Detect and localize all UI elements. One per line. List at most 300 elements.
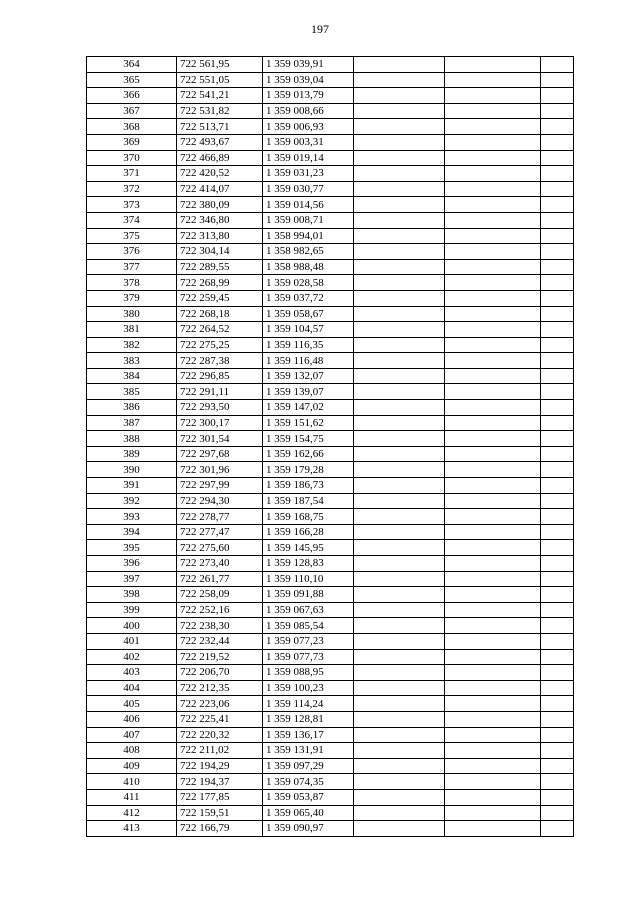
point-number-cell: 406 — [87, 711, 177, 727]
point-number-cell: 403 — [87, 665, 177, 681]
empty-cell — [541, 368, 574, 384]
x-coordinate-cell: 722 177,85 — [177, 789, 263, 805]
empty-cell — [541, 134, 574, 150]
empty-cell — [354, 353, 445, 369]
empty-cell — [354, 259, 445, 275]
empty-cell — [541, 431, 574, 447]
table-row — [87, 727, 574, 743]
page-number: 197 — [311, 22, 329, 36]
y-coordinate-cell: 1 358 994,01 — [263, 228, 354, 244]
empty-cell — [445, 493, 541, 509]
empty-cell — [445, 368, 541, 384]
empty-cell — [445, 633, 541, 649]
y-coordinate-cell: 1 359 132,07 — [263, 368, 354, 384]
empty-cell — [445, 478, 541, 494]
empty-cell — [354, 587, 445, 603]
x-coordinate-cell: 722 264,52 — [177, 322, 263, 338]
x-coordinate-cell: 722 275,60 — [177, 540, 263, 556]
empty-cell — [541, 88, 574, 104]
y-coordinate-cell: 1 359 166,28 — [263, 524, 354, 540]
table-row — [87, 571, 574, 587]
y-coordinate-cell: 1 359 187,54 — [263, 493, 354, 509]
y-coordinate-cell: 1 359 030,77 — [263, 181, 354, 197]
empty-cell — [354, 758, 445, 774]
point-number-cell: 410 — [87, 774, 177, 790]
point-number-cell: 413 — [87, 821, 177, 837]
table-row — [87, 134, 574, 150]
empty-cell — [541, 571, 574, 587]
point-number-cell: 378 — [87, 275, 177, 291]
empty-cell — [354, 134, 445, 150]
table-row — [87, 789, 574, 805]
empty-cell — [354, 306, 445, 322]
x-coordinate-cell: 722 289,55 — [177, 259, 263, 275]
x-coordinate-cell: 722 259,45 — [177, 290, 263, 306]
y-coordinate-cell: 1 359 028,58 — [263, 275, 354, 291]
y-coordinate-cell: 1 359 037,72 — [263, 290, 354, 306]
empty-cell — [354, 789, 445, 805]
table-row — [87, 119, 574, 135]
x-coordinate-cell: 722 301,96 — [177, 462, 263, 478]
x-coordinate-cell: 722 513,71 — [177, 119, 263, 135]
empty-cell — [354, 244, 445, 260]
x-coordinate-cell: 722 380,09 — [177, 197, 263, 213]
y-coordinate-cell: 1 359 077,23 — [263, 633, 354, 649]
empty-cell — [541, 743, 574, 759]
empty-cell — [445, 602, 541, 618]
point-number-cell: 382 — [87, 337, 177, 353]
point-number-cell: 395 — [87, 540, 177, 556]
empty-cell — [445, 244, 541, 260]
table-row — [87, 150, 574, 166]
empty-cell — [541, 337, 574, 353]
empty-cell — [354, 384, 445, 400]
table-row — [87, 602, 574, 618]
y-coordinate-cell: 1 359 104,57 — [263, 322, 354, 338]
table-row — [87, 259, 574, 275]
table-row — [87, 805, 574, 821]
empty-cell — [541, 524, 574, 540]
table-row — [87, 665, 574, 681]
empty-cell — [541, 244, 574, 260]
empty-cell — [445, 509, 541, 525]
y-coordinate-cell: 1 359 128,83 — [263, 556, 354, 572]
x-coordinate-cell: 722 300,17 — [177, 415, 263, 431]
y-coordinate-cell: 1 358 982,65 — [263, 244, 354, 260]
empty-cell — [354, 696, 445, 712]
point-number-cell: 390 — [87, 462, 177, 478]
y-coordinate-cell: 1 359 116,48 — [263, 353, 354, 369]
y-coordinate-cell: 1 359 179,28 — [263, 462, 354, 478]
empty-cell — [354, 571, 445, 587]
table-row — [87, 493, 574, 509]
table-row — [87, 446, 574, 462]
empty-cell — [354, 150, 445, 166]
empty-cell — [354, 556, 445, 572]
table-row — [87, 322, 574, 338]
empty-cell — [445, 72, 541, 88]
empty-cell — [445, 665, 541, 681]
y-coordinate-cell: 1 359 065,40 — [263, 805, 354, 821]
table-row — [87, 181, 574, 197]
point-number-cell: 367 — [87, 103, 177, 119]
point-number-cell: 402 — [87, 649, 177, 665]
table-row — [87, 166, 574, 182]
table-row — [87, 228, 574, 244]
empty-cell — [445, 212, 541, 228]
x-coordinate-cell: 722 252,16 — [177, 602, 263, 618]
x-coordinate-cell: 722 278,77 — [177, 509, 263, 525]
empty-cell — [354, 509, 445, 525]
y-coordinate-cell: 1 359 088,95 — [263, 665, 354, 681]
empty-cell — [445, 88, 541, 104]
empty-cell — [445, 259, 541, 275]
empty-cell — [541, 150, 574, 166]
x-coordinate-cell: 722 275,25 — [177, 337, 263, 353]
point-number-cell: 399 — [87, 602, 177, 618]
empty-cell — [445, 384, 541, 400]
y-coordinate-cell: 1 359 097,29 — [263, 758, 354, 774]
table-row — [87, 306, 574, 322]
empty-cell — [354, 618, 445, 634]
y-coordinate-cell: 1 359 013,79 — [263, 88, 354, 104]
empty-cell — [541, 774, 574, 790]
empty-cell — [541, 478, 574, 494]
empty-cell — [354, 228, 445, 244]
x-coordinate-cell: 722 414,07 — [177, 181, 263, 197]
empty-cell — [541, 197, 574, 213]
y-coordinate-cell: 1 359 128,81 — [263, 711, 354, 727]
y-coordinate-cell: 1 359 110,10 — [263, 571, 354, 587]
x-coordinate-cell: 722 277,47 — [177, 524, 263, 540]
empty-cell — [541, 711, 574, 727]
empty-cell — [445, 119, 541, 135]
point-number-cell: 377 — [87, 259, 177, 275]
empty-cell — [445, 805, 541, 821]
table-row — [87, 774, 574, 790]
x-coordinate-cell: 722 268,18 — [177, 306, 263, 322]
table-row — [87, 400, 574, 416]
table-row — [87, 368, 574, 384]
y-coordinate-cell: 1 358 988,48 — [263, 259, 354, 275]
empty-cell — [354, 727, 445, 743]
table-row — [87, 415, 574, 431]
empty-cell — [445, 228, 541, 244]
point-number-cell: 407 — [87, 727, 177, 743]
x-coordinate-cell: 722 166,79 — [177, 821, 263, 837]
empty-cell — [445, 789, 541, 805]
empty-cell — [541, 290, 574, 306]
empty-cell — [541, 353, 574, 369]
x-coordinate-cell: 722 531,82 — [177, 103, 263, 119]
y-coordinate-cell: 1 359 154,75 — [263, 431, 354, 447]
x-coordinate-cell: 722 313,80 — [177, 228, 263, 244]
y-coordinate-cell: 1 359 019,14 — [263, 150, 354, 166]
empty-cell — [541, 72, 574, 88]
empty-cell — [354, 415, 445, 431]
y-coordinate-cell: 1 359 136,17 — [263, 727, 354, 743]
empty-cell — [445, 415, 541, 431]
point-number-cell: 393 — [87, 509, 177, 525]
empty-cell — [445, 743, 541, 759]
empty-cell — [445, 103, 541, 119]
empty-cell — [445, 166, 541, 182]
table-row — [87, 649, 574, 665]
y-coordinate-cell: 1 359 058,67 — [263, 306, 354, 322]
table-row — [87, 72, 574, 88]
empty-cell — [445, 400, 541, 416]
table-row — [87, 758, 574, 774]
point-number-cell: 401 — [87, 633, 177, 649]
table-row — [87, 633, 574, 649]
table-row — [87, 57, 574, 73]
x-coordinate-cell: 722 194,29 — [177, 758, 263, 774]
point-number-cell: 392 — [87, 493, 177, 509]
y-coordinate-cell: 1 359 114,24 — [263, 696, 354, 712]
empty-cell — [541, 493, 574, 509]
empty-cell — [541, 166, 574, 182]
point-number-cell: 397 — [87, 571, 177, 587]
empty-cell — [445, 556, 541, 572]
point-number-cell: 369 — [87, 134, 177, 150]
empty-cell — [354, 602, 445, 618]
x-coordinate-cell: 722 225,41 — [177, 711, 263, 727]
table-row — [87, 197, 574, 213]
point-number-cell: 384 — [87, 368, 177, 384]
x-coordinate-cell: 722 541,21 — [177, 88, 263, 104]
empty-cell — [445, 337, 541, 353]
x-coordinate-cell: 722 346,80 — [177, 212, 263, 228]
coordinates-table-body — [87, 57, 574, 837]
empty-cell — [445, 57, 541, 73]
empty-cell — [541, 758, 574, 774]
empty-cell — [445, 431, 541, 447]
empty-cell — [354, 431, 445, 447]
x-coordinate-cell: 722 551,05 — [177, 72, 263, 88]
empty-cell — [354, 88, 445, 104]
point-number-cell: 379 — [87, 290, 177, 306]
y-coordinate-cell: 1 359 014,56 — [263, 197, 354, 213]
empty-cell — [541, 556, 574, 572]
point-number-cell: 394 — [87, 524, 177, 540]
empty-cell — [354, 72, 445, 88]
x-coordinate-cell: 722 293,50 — [177, 400, 263, 416]
table-row — [87, 540, 574, 556]
x-coordinate-cell: 722 420,52 — [177, 166, 263, 182]
empty-cell — [354, 711, 445, 727]
point-number-cell: 391 — [87, 478, 177, 494]
point-number-cell: 365 — [87, 72, 177, 88]
point-number-cell: 405 — [87, 696, 177, 712]
point-number-cell: 376 — [87, 244, 177, 260]
empty-cell — [541, 602, 574, 618]
point-number-cell: 411 — [87, 789, 177, 805]
x-coordinate-cell: 722 261,77 — [177, 571, 263, 587]
empty-cell — [541, 633, 574, 649]
empty-cell — [354, 322, 445, 338]
empty-cell — [541, 727, 574, 743]
y-coordinate-cell: 1 359 008,66 — [263, 103, 354, 119]
point-number-cell: 386 — [87, 400, 177, 416]
empty-cell — [541, 103, 574, 119]
empty-cell — [445, 322, 541, 338]
point-number-cell: 398 — [87, 587, 177, 603]
empty-cell — [445, 696, 541, 712]
empty-cell — [541, 587, 574, 603]
empty-cell — [541, 665, 574, 681]
empty-cell — [354, 337, 445, 353]
empty-cell — [541, 212, 574, 228]
table-row — [87, 212, 574, 228]
point-number-cell: 409 — [87, 758, 177, 774]
empty-cell — [354, 633, 445, 649]
x-coordinate-cell: 722 232,44 — [177, 633, 263, 649]
y-coordinate-cell: 1 359 151,62 — [263, 415, 354, 431]
table-row — [87, 478, 574, 494]
point-number-cell: 408 — [87, 743, 177, 759]
x-coordinate-cell: 722 304,14 — [177, 244, 263, 260]
point-number-cell: 404 — [87, 680, 177, 696]
empty-cell — [445, 275, 541, 291]
empty-cell — [541, 384, 574, 400]
empty-cell — [445, 462, 541, 478]
empty-cell — [445, 290, 541, 306]
y-coordinate-cell: 1 359 100,23 — [263, 680, 354, 696]
x-coordinate-cell: 722 301,54 — [177, 431, 263, 447]
x-coordinate-cell: 722 287,38 — [177, 353, 263, 369]
y-coordinate-cell: 1 359 162,66 — [263, 446, 354, 462]
empty-cell — [541, 649, 574, 665]
empty-cell — [354, 166, 445, 182]
y-coordinate-cell: 1 359 090,97 — [263, 821, 354, 837]
y-coordinate-cell: 1 359 077,73 — [263, 649, 354, 665]
empty-cell — [541, 322, 574, 338]
point-number-cell: 389 — [87, 446, 177, 462]
x-coordinate-cell: 722 206,70 — [177, 665, 263, 681]
empty-cell — [354, 212, 445, 228]
table-row — [87, 462, 574, 478]
point-number-cell: 372 — [87, 181, 177, 197]
coordinates-table — [86, 56, 574, 837]
y-coordinate-cell: 1 359 074,35 — [263, 774, 354, 790]
table-row — [87, 103, 574, 119]
empty-cell — [541, 119, 574, 135]
empty-cell — [354, 805, 445, 821]
x-coordinate-cell: 722 296,85 — [177, 368, 263, 384]
empty-cell — [541, 181, 574, 197]
y-coordinate-cell: 1 359 039,04 — [263, 72, 354, 88]
x-coordinate-cell: 722 291,11 — [177, 384, 263, 400]
empty-cell — [354, 524, 445, 540]
empty-cell — [445, 197, 541, 213]
empty-cell — [354, 680, 445, 696]
table-row — [87, 337, 574, 353]
point-number-cell: 381 — [87, 322, 177, 338]
point-number-cell: 364 — [87, 57, 177, 73]
empty-cell — [445, 150, 541, 166]
empty-cell — [354, 743, 445, 759]
empty-cell — [445, 649, 541, 665]
empty-cell — [541, 462, 574, 478]
empty-cell — [445, 181, 541, 197]
empty-cell — [541, 57, 574, 73]
empty-cell — [541, 509, 574, 525]
empty-cell — [541, 680, 574, 696]
point-number-cell: 388 — [87, 431, 177, 447]
y-coordinate-cell: 1 359 186,73 — [263, 478, 354, 494]
empty-cell — [541, 446, 574, 462]
point-number-cell: 370 — [87, 150, 177, 166]
x-coordinate-cell: 722 273,40 — [177, 556, 263, 572]
point-number-cell: 383 — [87, 353, 177, 369]
point-number-cell: 385 — [87, 384, 177, 400]
empty-cell — [445, 134, 541, 150]
point-number-cell: 366 — [87, 88, 177, 104]
table-row — [87, 556, 574, 572]
empty-cell — [541, 805, 574, 821]
empty-cell — [541, 696, 574, 712]
point-number-cell: 368 — [87, 119, 177, 135]
y-coordinate-cell: 1 359 085,54 — [263, 618, 354, 634]
table-row — [87, 509, 574, 525]
point-number-cell: 371 — [87, 166, 177, 182]
table-row — [87, 618, 574, 634]
empty-cell — [354, 821, 445, 837]
table-row — [87, 384, 574, 400]
table-row — [87, 290, 574, 306]
empty-cell — [541, 228, 574, 244]
y-coordinate-cell: 1 359 003,31 — [263, 134, 354, 150]
point-number-cell: 400 — [87, 618, 177, 634]
x-coordinate-cell: 722 493,67 — [177, 134, 263, 150]
point-number-cell: 396 — [87, 556, 177, 572]
empty-cell — [541, 821, 574, 837]
point-number-cell: 387 — [87, 415, 177, 431]
empty-cell — [541, 789, 574, 805]
x-coordinate-cell: 722 466,89 — [177, 150, 263, 166]
empty-cell — [445, 587, 541, 603]
empty-cell — [354, 665, 445, 681]
empty-cell — [354, 462, 445, 478]
empty-cell — [445, 446, 541, 462]
point-number-cell: 380 — [87, 306, 177, 322]
empty-cell — [445, 353, 541, 369]
empty-cell — [354, 290, 445, 306]
empty-cell — [541, 306, 574, 322]
table-row — [87, 587, 574, 603]
table-row — [87, 680, 574, 696]
point-number-cell: 374 — [87, 212, 177, 228]
y-coordinate-cell: 1 359 039,91 — [263, 57, 354, 73]
empty-cell — [354, 119, 445, 135]
x-coordinate-cell: 722 223,06 — [177, 696, 263, 712]
x-coordinate-cell: 722 220,32 — [177, 727, 263, 743]
y-coordinate-cell: 1 359 091,88 — [263, 587, 354, 603]
table-row — [87, 244, 574, 260]
empty-cell — [541, 275, 574, 291]
y-coordinate-cell: 1 359 031,23 — [263, 166, 354, 182]
table-row — [87, 88, 574, 104]
empty-cell — [445, 524, 541, 540]
y-coordinate-cell: 1 359 006,93 — [263, 119, 354, 135]
y-coordinate-cell: 1 359 131,91 — [263, 743, 354, 759]
table-row — [87, 743, 574, 759]
empty-cell — [354, 181, 445, 197]
x-coordinate-cell: 722 268,99 — [177, 275, 263, 291]
y-coordinate-cell: 1 359 147,02 — [263, 400, 354, 416]
empty-cell — [445, 680, 541, 696]
empty-cell — [445, 571, 541, 587]
